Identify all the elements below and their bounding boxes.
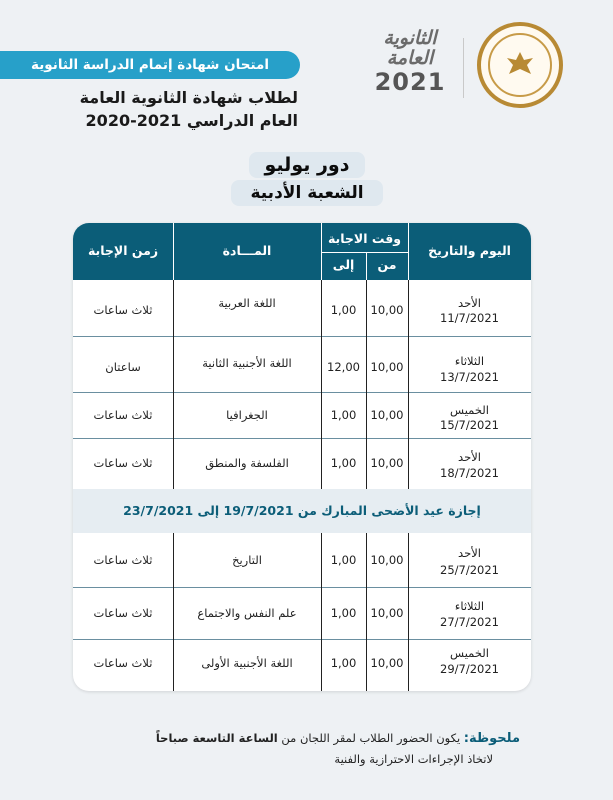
row-subject: الفلسفة والمنطق (205, 456, 289, 470)
header-to: إلى (332, 257, 355, 272)
eagle-icon (503, 48, 537, 82)
row-subject: الجغرافيا (226, 408, 268, 422)
row-to: 1,00 (330, 553, 357, 567)
row-date: 18/7/2021 (440, 466, 499, 480)
exam-schedule-table (73, 223, 531, 691)
holiday-banner: إجازة عيد الأضحى المبارك من 19/7/2021 إلى 23/7/2021 (73, 489, 531, 533)
logo-divider (463, 38, 464, 98)
subtitle-students: لطلاب شهادة الثانوية العامة (79, 88, 298, 107)
section-title: الشعبة الأدبية (231, 180, 383, 206)
row-day: الثلاثاء (454, 354, 485, 368)
row-day: الأحد (458, 296, 481, 310)
row-duration: ثلاث ساعات (93, 656, 153, 670)
row-from: 10,00 (370, 408, 404, 422)
row-to: 1,00 (330, 656, 357, 670)
table-row (73, 392, 531, 438)
row-from: 10,00 (370, 656, 404, 670)
row-date: 27/7/2021 (440, 615, 499, 629)
table-row (73, 280, 531, 336)
subtitle-year: العام الدراسي 2021-2020 (85, 111, 298, 130)
row-duration: ثلاث ساعات (93, 553, 153, 567)
round-title: دور يوليو (249, 152, 365, 178)
footnote-time: الساعة التاسعة صباحاً (155, 731, 278, 745)
footnote-label: ملحوظة: (463, 731, 520, 746)
row-date: 15/7/2021 (440, 418, 499, 432)
row-day: الأحد (458, 546, 481, 560)
row-from: 10,00 (370, 456, 404, 470)
row-from: 10,00 (370, 360, 404, 374)
ministry-seal-icon (477, 22, 563, 108)
header-answer-time: وقت الاجابة (327, 231, 402, 246)
row-to: 12,00 (327, 360, 360, 374)
row-day: الثلاثاء (454, 599, 485, 613)
table-row (73, 438, 531, 489)
exam-banner: امتحان شهادة إتمام الدراسة الثانوية (0, 51, 300, 79)
row-to: 1,00 (330, 408, 357, 422)
table-row (73, 336, 531, 392)
row-from: 10,00 (370, 553, 404, 567)
logo-year: 2021 (374, 68, 446, 96)
row-day: الأحد (458, 450, 481, 464)
row-day: الخميس (450, 403, 489, 417)
row-to: 1,00 (330, 303, 357, 317)
thanaweya-logo (370, 28, 450, 96)
table-row (73, 587, 531, 639)
row-subject: اللغة الأجنبية الأولى (201, 656, 293, 670)
table-header (73, 223, 531, 280)
row-date: 11/7/2021 (440, 311, 499, 325)
header-subject: المـــادة (222, 243, 272, 258)
row-date: 13/7/2021 (440, 370, 499, 384)
row-duration: ثلاث ساعات (93, 606, 153, 620)
row-date: 25/7/2021 (440, 563, 499, 577)
row-duration: ساعتان (105, 360, 141, 374)
row-day: الخميس (450, 646, 489, 660)
row-duration: ثلاث ساعات (93, 456, 153, 470)
table-row (73, 533, 531, 587)
row-to: 1,00 (330, 456, 357, 470)
row-subject: اللغة العربية (218, 296, 276, 310)
logo-title: الثانوية العامة (383, 27, 437, 69)
footnote (100, 731, 520, 746)
row-subject: التاريخ (232, 553, 262, 567)
header-day-date: اليوم والتاريخ (428, 243, 511, 258)
row-from: 10,00 (370, 606, 404, 620)
row-date: 29/7/2021 (440, 662, 499, 676)
row-duration: ثلاث ساعات (93, 408, 153, 422)
header-duration: زمن الإجابة (87, 243, 159, 258)
row-subject: اللغة الأجنبية الثانية (202, 356, 292, 370)
row-from: 10,00 (370, 303, 404, 317)
footnote-line2: لاتخاذ الإجراءات الاحترازية والفنية (334, 752, 493, 766)
table-row (73, 639, 531, 691)
row-duration: ثلاث ساعات (93, 303, 153, 317)
footnote-text: يكون الحضور الطلاب لمقر اللجان من (281, 731, 461, 745)
row-to: 1,00 (330, 606, 357, 620)
header-from: من (377, 257, 397, 272)
row-subject: علم النفس والاجتماع (197, 606, 297, 620)
